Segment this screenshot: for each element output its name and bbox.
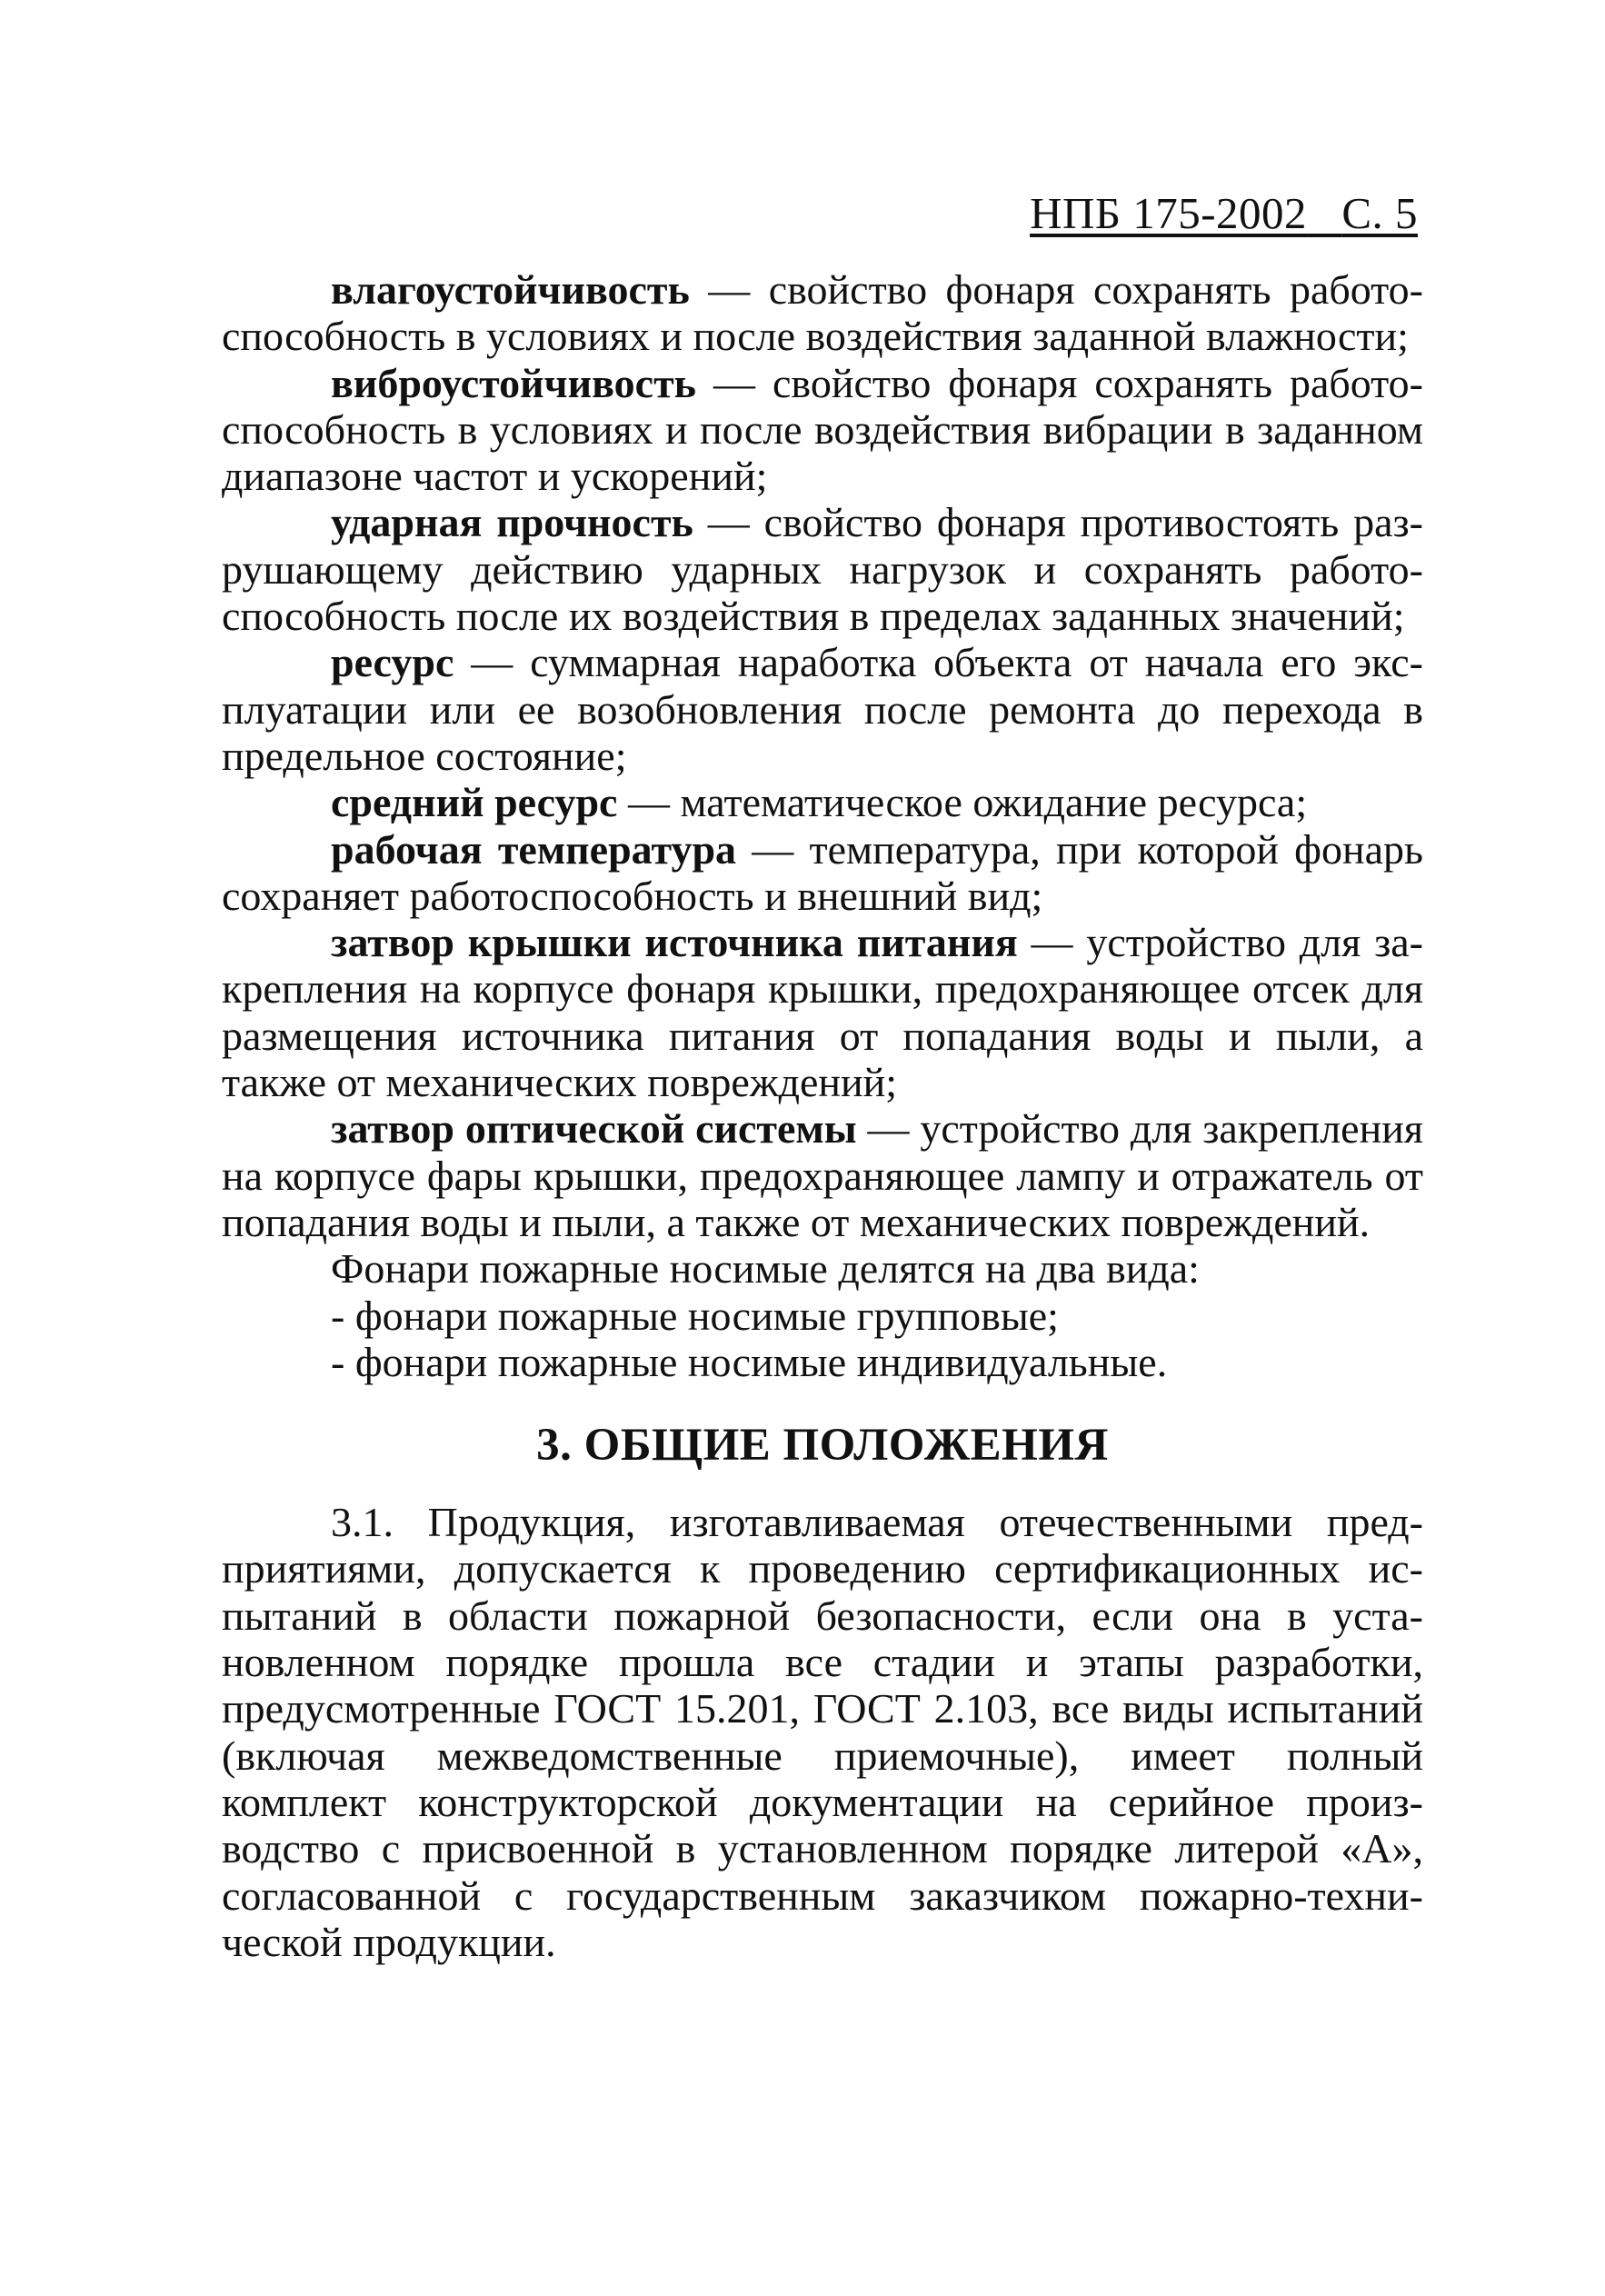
definition-text: — свойство фонаря сохранять работоспособность в условиях и после воздействия заданной влажности; xyxy=(222,266,1423,360)
types-intro: Фонари пожарные носимые делятся на два вида: xyxy=(331,1245,1200,1293)
definition-text: — свойство фонаря сохранять работоспособность в условиях и после воздействия вибрации в заданном диапазоне частот и ускорений; xyxy=(222,359,1423,500)
definition-text: — математическое ожидание ресурса; xyxy=(617,779,1308,826)
page-header xyxy=(1030,187,1418,239)
definition-paragraph xyxy=(222,499,1423,639)
definition-term: влагоустойчивость xyxy=(331,266,690,313)
definition-paragraph xyxy=(222,266,1423,360)
definition-paragraph xyxy=(222,779,1423,825)
definition-term: виброустойчивость xyxy=(331,359,696,406)
definition-term: ресурс xyxy=(331,639,454,686)
page-number: С. 5 xyxy=(1341,188,1418,238)
definition-text: — устройство для закрепления на корпусе фары крышки, предохраняющее лампу и отражатель от попадания воды и пыли, а также от механических повреждений. xyxy=(222,1105,1423,1245)
list-item: - фонари пожарные носимые индивидуальные. xyxy=(331,1338,1168,1385)
definition-term: средний ресурс xyxy=(331,779,618,826)
definition-paragraph xyxy=(222,919,1423,1105)
definition-paragraph xyxy=(222,360,1423,500)
definition-term: затвор оптической системы xyxy=(331,1105,857,1153)
definition-text: — температура, при которой фонарь сохраняет работоспособность и внешний вид; xyxy=(222,825,1423,919)
definition-term: ударная прочность xyxy=(331,499,693,546)
section-heading: 3. ОБЩИЕ ПОЛОЖЕНИЯ xyxy=(536,1420,1109,1472)
definition-paragraph xyxy=(222,639,1423,779)
definition-term: рабочая температура xyxy=(331,825,737,873)
definition-paragraph xyxy=(222,826,1423,920)
document-code: НПБ 175-2002 xyxy=(1030,188,1308,238)
definition-term: затвор крышки источника питания xyxy=(331,919,1018,966)
definition-text: — свойство фонаря противостоять разрушающему действию ударных нагрузок и сохранять работоспособность после их воздействия в пределах заданных значений; xyxy=(222,499,1423,640)
definition-text: — устройство для закрепления на корпусе фонаря крышки, предохраняющее отсек для размещения источника питания от попадания воды и пыли, а также от механических повреждений; xyxy=(222,919,1423,1106)
section-paragraph: 3.1. Продукция, изготавливаемая отечественными предприятиями, допускается к проведению сертификационных испытаний в области пожарной безопасности, если она в установленном порядке прошла все стадии и этапы разработки, предусмотренные ГОСТ 15.201, ГОСТ 2.103, все виды испытаний (включая межведомственные приемочные), имеет полный комплект конструкторской документации на серийное производство с присвоенной в установленном порядке литерой «А», согласованной с государственным заказчиком пожарно-технической продукции. xyxy=(222,1499,1423,1965)
definition-paragraph xyxy=(222,1105,1423,1245)
list-item: - фонари пожарные носимые групповые; xyxy=(331,1292,1059,1339)
body-text xyxy=(222,266,1423,1965)
definition-text: — суммарная наработка объекта от начала его эксплуатации или ее возобновления после ремонта до перехода в предельное состояние; xyxy=(222,639,1423,779)
